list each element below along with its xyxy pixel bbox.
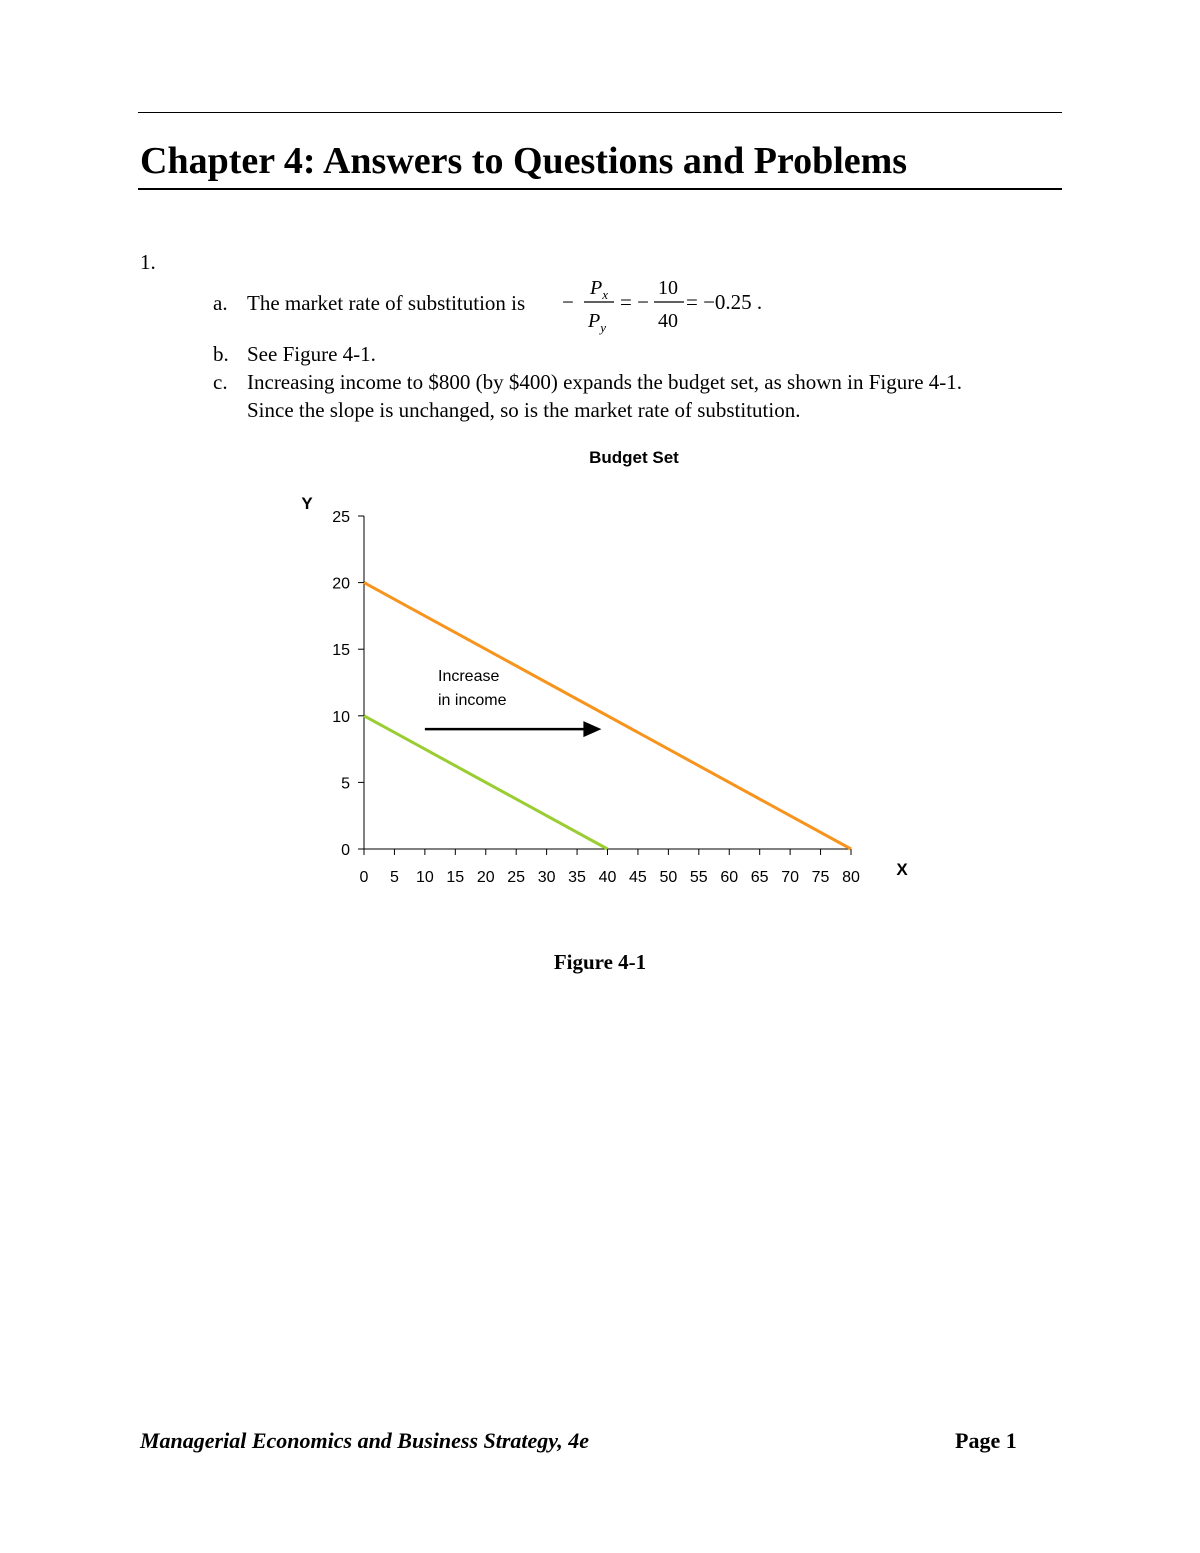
item-a-letter: a. [213, 291, 228, 315]
item-c-text: Increasing income to $800 (by $400) expands the budget set, as shown in Figure 4-1. [247, 370, 963, 394]
figure-caption: Figure 4-1 [553, 950, 647, 974]
x-tick-label: 80 [842, 869, 860, 886]
increase-arrow [425, 721, 602, 737]
item-b-letter: b. [213, 342, 229, 366]
x-tick-label: 70 [781, 869, 800, 886]
top-rule [138, 112, 1062, 113]
x-tick-label: 75 [811, 869, 830, 886]
formula-denominator: 40 [658, 310, 678, 332]
x-tick-label: 35 [568, 869, 586, 886]
budget-line-1 [364, 716, 608, 849]
x-tick-label: 40 [598, 869, 617, 886]
y-tick-label: 20 [332, 575, 350, 593]
formula-equals-1: = − [620, 290, 649, 314]
x-tick-label: 10 [415, 869, 434, 886]
y-tick-label: 25 [332, 509, 350, 526]
budget-line-2 [364, 583, 851, 849]
mrs-formula [562, 272, 792, 336]
y-tick-label: 10 [332, 708, 350, 726]
y-ticks [332, 509, 364, 859]
arrow-head [583, 721, 601, 737]
annotation-line-1: Increase [438, 668, 500, 685]
footer-page-number: Page 1 [955, 1428, 1017, 1453]
item-a-text: The market rate of substitution is [247, 291, 526, 315]
item-c-text-line2: Since the slope is unchanged, so is the market rate of substitution. [247, 398, 801, 422]
x-tick-label: 20 [476, 869, 495, 886]
x-tick-label: 65 [750, 869, 769, 886]
footer-book-title: Managerial Economics and Business Strategy, 4e [140, 1428, 590, 1453]
x-ticks [360, 849, 860, 886]
formula-py: $P_y$ [588, 310, 606, 335]
chart-title: Budget Set [589, 448, 679, 467]
y-tick-label: 0 [341, 842, 350, 859]
x-axis-label: X [896, 860, 908, 879]
x-tick-label: 25 [507, 869, 526, 886]
x-tick-label: 30 [537, 869, 556, 886]
y-tick-label: 5 [341, 775, 350, 793]
y-axis-label: Y [301, 494, 313, 513]
formula-result: = −0.25 . [686, 290, 763, 314]
item-c-letter: c. [213, 370, 228, 394]
x-tick-label: 5 [389, 869, 399, 886]
page-title: Chapter 4: Answers to Questions and Problems [140, 140, 908, 182]
formula-numerator: 10 [658, 277, 678, 299]
x-tick-label: 45 [629, 869, 647, 886]
x-tick-label: 55 [689, 869, 708, 886]
series-group [364, 583, 851, 849]
x-tick-label: 15 [446, 869, 465, 886]
formula-px: $P_x$ [590, 277, 608, 302]
x-tick-label: 60 [720, 869, 739, 886]
y-tick-label: 15 [332, 642, 350, 660]
annotation-line-2: in income [438, 692, 507, 709]
x-tick-label: 50 [659, 869, 678, 886]
x-tick-label: 0 [359, 869, 369, 886]
budget-set-chart [280, 440, 940, 910]
title-rule [138, 188, 1062, 190]
formula-minus: − [562, 290, 574, 314]
item-b-text: See Figure 4-1. [247, 342, 376, 366]
question-number: 1. [140, 250, 156, 274]
